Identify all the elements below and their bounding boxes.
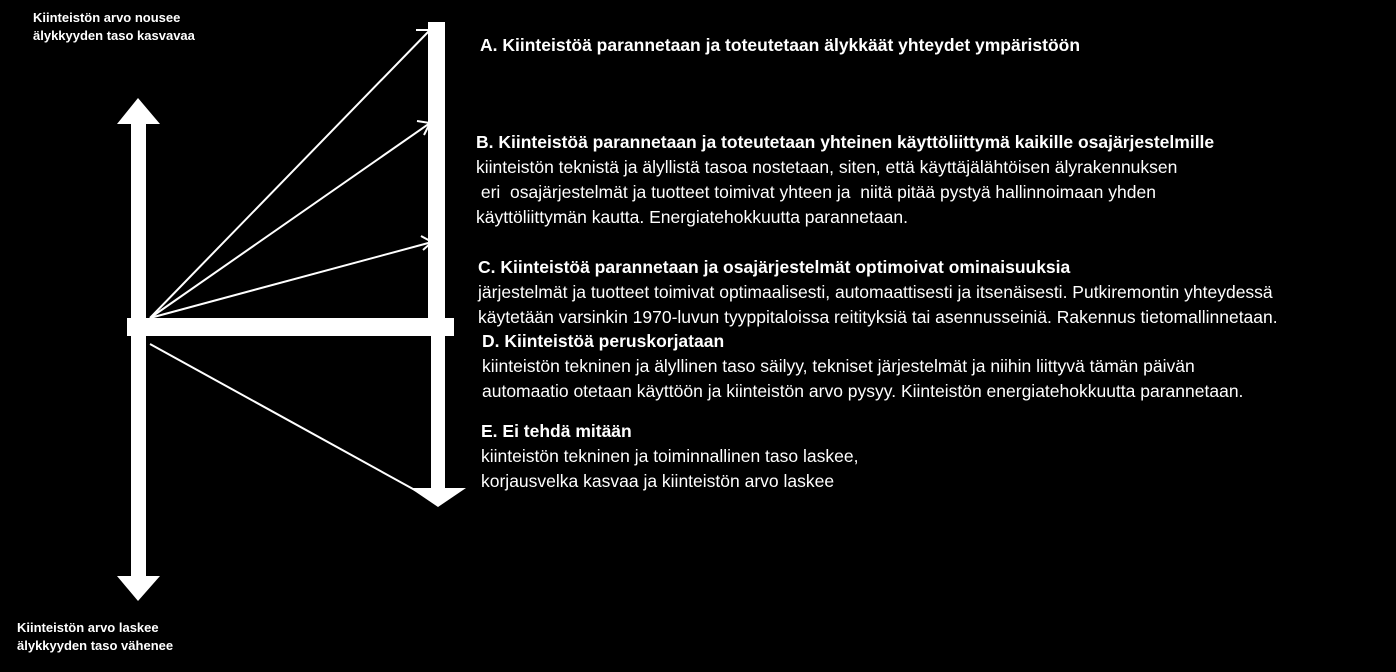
option-b [476, 130, 1214, 230]
arrow-a [150, 30, 430, 318]
option-e [481, 419, 858, 494]
lower-column-arrow [410, 334, 466, 507]
option-a [480, 33, 1080, 58]
bottom-axis-label-line-1: Kiinteistön arvo laskee [17, 620, 159, 635]
axis-down-arrow [117, 334, 160, 601]
option-e-heading: E. Ei tehdä mitään [481, 421, 632, 441]
baseline-bar [127, 318, 454, 336]
option-b-line-3: käyttöliittymän kautta. Energiatehokkuutta parannetaan. [476, 207, 908, 227]
arrow-e [150, 344, 433, 500]
option-c [478, 255, 1278, 330]
option-a-heading: A. Kiinteistöä parannetaan ja toteutetaan älykkäät yhteydet ympäristöön [480, 35, 1081, 55]
bottom-axis-label [17, 619, 173, 655]
option-d-line-1: kiinteistön tekninen ja älyllinen taso säilyy, tekniset järjestelmät ja niihin liittyvä tämän päivän [482, 356, 1195, 376]
option-c-heading: C. Kiinteistöä parannetaan ja osajärjestelmät optimoivat ominaisuuksia [478, 257, 1071, 277]
option-e-line-1: kiinteistön tekninen ja toiminnallinen taso laskee, [481, 446, 859, 466]
arrow-b [150, 123, 430, 318]
bottom-axis-label-line-2: älykkyyden taso vähenee [17, 638, 174, 653]
top-axis-label-line-2: älykkyyden taso kasvavaa [33, 28, 195, 43]
option-b-line-1: kiinteistön teknistä ja älyllistä tasoa nostetaan, siten, että käyttäjälähtöisen älyrakennuksen [476, 157, 1178, 177]
top-axis-label [33, 9, 195, 45]
option-c-line-1: järjestelmät ja tuotteet toimivat optimaalisesti, automaattisesti ja itsenäisesti. Putkiremontin yhteydessä [478, 282, 1273, 302]
option-b-heading: B. Kiinteistöä parannetaan ja toteutetaan yhteinen käyttöliittymä kaikille osajärjestelmille [476, 132, 1215, 152]
option-e-line-2: korjausvelka kasvaa ja kiinteistön arvo laskee [481, 471, 835, 491]
upper-column [428, 22, 445, 322]
option-d-line-2: automaatio otetaan käyttöön ja kiinteistön arvo pysyy. Kiinteistön energiatehokkuutta parannetaan. [482, 381, 1244, 401]
axis-up-arrow [117, 98, 160, 318]
arrow-c [150, 242, 432, 318]
option-b-line-2: eri osajärjestelmät ja tuotteet toimivat yhteen ja niitä pitää pystyä hallinnoimaan yhden [476, 182, 1156, 202]
option-d-heading: D. Kiinteistöä peruskorjataan [482, 331, 725, 351]
option-d [482, 329, 1243, 404]
top-axis-label-line-1: Kiinteistön arvo nousee [33, 10, 181, 25]
option-c-line-2: käytetään varsinkin 1970-luvun tyyppitaloissa reitityksiä tai asennusseiniä. Rakennus tietomallinnetaan. [478, 307, 1278, 327]
